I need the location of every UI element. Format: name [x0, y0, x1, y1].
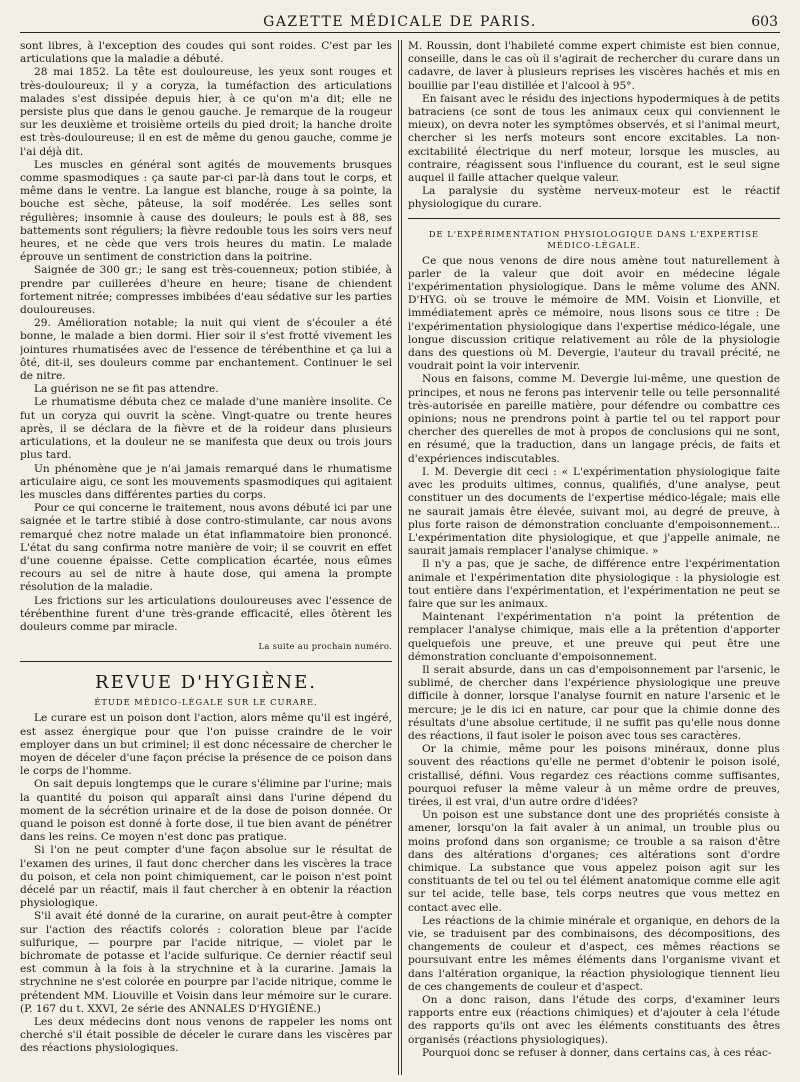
paragraph: 28 mai 1852. La tête est douloureuse, les yeux sont rouges et très-douloureux; il y a coryza, la tuméfaction des articulations malades s'est dissipée depuis hier, à ce qu'on m'a dit; elle ne persiste plus que dans le genou gauche. Je remarque de la rougeur sur les deuxième et troisième orteils du pied droit; la hanche droite est très-douloureuse; il en est de même du genou gauche, comme je l'ai déjà dit. [20, 66, 392, 158]
paragraph: Si l'on ne peut compter d'une façon absolue sur le résultat de l'examen des urines, il faut donc chercher dans les viscères la trace du poison, et cela non point chimiquement, car le poison n'est point décelé par un réactif, mais il faut chercher à en obtenir la réaction physiologique. [20, 844, 392, 910]
section-title: REVUE D'HYGIÈNE. [95, 672, 317, 694]
paragraph: Un phénomène que je n'ai jamais remarqué dans le rhumatisme articulaire aigu, ce sont les mouvements spasmodiques qui agitaient les muscles dans différentes parties du corps. [20, 462, 392, 501]
left-column [20, 40, 392, 1075]
paragraph: En faisant avec le résidu des injections hypodermiques à de petits batraciens (ce sont de tous les animaux ceux qui conviennent le mieux), on devra noter les symptômes observés, et si l'animal meurt, chercher si les nerfs moteurs sont encore excitables. La non-excitabilité électrique du nerf moteur, lorsque les muscles, au contraire, réagissent sous l'influence du courant, est le seul signe auquel il faille attacher quelque valeur. [408, 92, 780, 185]
right-column [408, 40, 780, 1075]
paragraph: Le curare est un poison dont l'action, alors même qu'il est ingéré, est assez énergique pour que l'on puisse craindre de le voir employer dans un but criminel; il est donc nécessaire de chercher le moyen de déceler d'une façon précise la présence de ce poison dans le corps de l'homme. [20, 712, 392, 778]
paragraph: On a donc raison, dans l'étude des corps, d'examiner leurs rapports entre eux (réactions chimiques) et d'ajouter à cela l'étude des rapports qu'ils ont avec les éléments constituants des êtres organisés (réactions physiologiques). [408, 994, 780, 1046]
section-divider [20, 661, 392, 662]
paragraph: Saignée de 300 gr.; le sang est très-couenneux; potion stibiée, à prendre par cuillerées d'heure en heure; tisane de chiendent fortement nitrée; compresses imbibées d'eau sédative sur les parties douloureuses. [20, 264, 392, 317]
paragraph: 29. Amélioration notable; la nuit qui vient de s'écouler a été bonne, le malade a bien dormi. Hier soir il s'est frotté vivement les jointures rhumatisées avec de l'essence de térébenthine et ça lui a ôté, dit-il, ses douleurs comme par enchantement. Continuer le sel de nitre. [20, 317, 392, 383]
paragraph: Maintenant l'expérimentation n'a point la prétention de remplacer l'analyse chimique, mais elle a la prétention d'apporter quelquefois une preuve, et une preuve qui peut être une démonstration concluante d'empoisonnement. [408, 611, 780, 663]
paragraph: Les réactions de la chimie minérale et organique, en dehors de la vie, se traduisent par des combinaisons, des décompositions, des changements de couleur et d'aspect, ces mêmes réactions se poursuivant entre les mêmes éléments dans l'organisme vivant et dans l'altération organique, la réaction physiologique tiennent lieu de ces changements de couleur et d'aspect. [408, 914, 780, 993]
paragraph: La paralysie du système nerveux-moteur est le réactif physiologique du curare. [408, 185, 780, 211]
paragraph: Les deux médecins dont nous venons de rappeler les noms ont cherché s'il était possible de déceler le curare dans les viscères par des réactions physiologiques. [20, 1016, 392, 1055]
paragraph: Pour ce qui concerne le traitement, nous avons débuté ici par une saignée et le tartre stibié à dose contro-stimulante, car nous avons remarqué chez notre malade un état inflammatoire bien prononcé. L'état du sang confirma notre manière de voir; il se couvrit en effet d'une couenne épaisse. Cette complication écartée, nous eûmes recours au sel de nitre à haute dose, qui amena la prompte résolution de la maladie. [20, 502, 392, 594]
paragraph: On sait depuis longtemps que le curare s'élimine par l'urine; mais la quantité du poison qui apparaît ainsi dans l'urine dépend du moment de la sécrétion urinaire et de la dose de poison donnée. Or quand le poison est donné à forte dose, il tue bien avant de pénétrer dans les reins. Ce moyen n'est donc pas pratique. [20, 778, 392, 844]
paragraph: sont libres, à l'exception des coudes qui sont roides. C'est par les articulations que la maladie a débuté. [20, 40, 392, 66]
paragraph: M. Roussin, dont l'habileté comme expert chimiste est bien connue, conseille, dans le cas où il s'agirait de rechercher du curare dans un cadavre, de laver à plusieurs reprises les viscères hachés et mis en bouillie par l'eau distillée et l'alcool à 95°. [408, 40, 780, 92]
continued-note: La suite au prochain numéro. [258, 641, 392, 652]
paragraph: Il serait absurde, dans un cas d'empoisonnement par l'arsenic, le sublimé, de chercher dans l'expérience physiologique une preuve difficile à donner, lorsque l'analyse fournit en nature l'arsenic et le mercure; je le dis ici en nature, car pour que la chimie donne des résultats d'une absolue certitude, il ne suffit pas qu'elle nous donne des réactions, il faut isoler le poison avec tous ses caractères. [408, 663, 780, 742]
column-divider [398, 40, 400, 1075]
page-header [20, 10, 780, 33]
column-divider [401, 40, 403, 1075]
paragraph: Nous en faisons, comme M. Devergie lui-même, une question de principes, et nous ne ferons pas intervenir telle ou telle personnalité très-autorisée en pareille matière, pour défendre ou combattre ces opinions; nous ne prendrons point à partie tel ou tel rapport pour chercher des querelles de mot à propos de conclusions qui ne sont, en résumé, que la traduction, dans un langage précis, de faits et d'expériences indiscutables. [408, 373, 780, 465]
paragraph: Les frictions sur les articulations douloureuses avec l'essence de térébenthine furent d'une très-grande efficacité, elles ôtèrent les douleurs comme par miracle. [20, 594, 392, 633]
journal-title: GAZETTE MÉDICALE DE PARIS. [263, 14, 537, 30]
paragraph: Ce que nous venons de dire nous amène tout naturellement à parler de la valeur que doit avoir en médecine légale l'expérimentation physiologique. Dans le même volume des ANN. D'HYG. où se trouve le mémoire de MM. Voisin et Lionville, et immédiatement après ce mémoire, nous lisons sous ce titre : De l'expérimentation physiologique dans l'expertise médico-légale, une longue discussion critique relativement au rôle de la physiologie dans des questions où M. Devergie, l'auteur du travail précité, ne voudrait point la voir intervenir. [408, 254, 780, 373]
paragraph: Pourquoi donc se refuser à donner, dans certains cas, à ces réac- [422, 1046, 772, 1059]
paragraph: Il n'y a pas, que je sache, de différence entre l'expérimentation animale et l'expérimentation dite physiologique : la physiologie est tout entière dans l'expérimentation, et l'expérimentation ne peut se faire que sur les animaux. [408, 558, 780, 610]
paragraph: Un poison est une substance dont une des propriétés consiste à amener, lorsqu'on la fait avaler à un animal, un trouble plus ou moins profond dans son organisme; ce trouble a sa raison d'être dans des altérations d'organes; ces altérations sont d'ordre chimique. La substance que vous appelez poison agit sur les constituants de tel ou tel ou tel élément anatomique comme elle agit sur tel acide, telle base, tels corps neutres que vous mettez en contact avec elle. [408, 809, 780, 914]
section-subtitle: DE L'EXPÉRIMENTATION PHYSIOLOGIQUE DANS L'EXPERTISE MÉDICO-LÉGALE. [428, 228, 760, 250]
paragraph: La guérison ne se fit pas attendre. [34, 383, 219, 396]
paragraph: Le rhumatisme débuta chez ce malade d'une manière insolite. Ce fut un coryza qui ouvrit la scène. Vingt-quatre ou trente heures après, il se déclara de la fièvre et de la roideur dans plusieurs articulations, et la douleur ne se manifesta que deux ou trois jours plus tard. [20, 396, 392, 462]
paragraph: Or la chimie, même pour les poisons minéraux, donne plus souvent des réactions qu'elle ne permet d'obtenir le poison isolé, cristallisé, défini. Vous regardez ces réactions comme suffisantes, pourquoi refuser la même valeur à un même ordre de preuves, tirées, il est vrai, d'un autre ordre d'idées? [408, 743, 780, 808]
paragraph: I. M. Devergie dit ceci : « L'expérimentation physiologique faite avec les produits ultimes, connus, qualifiés, d'une analyse, peut constituer un des documents de l'expertise médico-légale; mais elle ne saurait jamais être élevée, suivant moi, au degré de preuve, à plus forte raison de démonstration concluante d'empoisonnement... L'expérimentation dite physiologique, et que j'appelle animale, ne saurait jamais remplacer l'analyse chimique. » [408, 465, 780, 558]
page-number: 603 [751, 14, 778, 30]
paragraph: S'il avait été donné de la curarine, on aurait peut-être à compter sur l'action des réactifs colorés : coloration bleue par l'acide sulfurique, — pourpre par l'acide nitrique, — violet par le bichromate de potasse et l'acide sulfurique. Ce dernier réactif seul est commun à la fois à la strychnine et à la curarine. Jamais la strychnine ne s'est colorée en pourpre par l'acide nitrique, comme le prétendent MM. Liouville et Voisin dans leur mémoire sur le curare. (P. 167 du t. XXVI, 2e série des ANNALES D'HYGIÈNE.) [20, 910, 392, 1015]
section-subtitle: ÉTUDE MÉDICO-LÉGALE SUR LE CURARE. [94, 697, 318, 708]
paragraph: Les muscles en général sont agités de mouvements brusques comme spasmodiques : ça saute par-ci par-là dans tout le corps, et même dans le ventre. La langue est blanche, rouge à sa pointe, la bouche est sèche, pâteuse, la soif modérée. Les selles sont régulières; insomnie à cause des douleurs; le pouls est à 88, ses battements sont réguliers; la fièvre redouble tous les soirs vers neuf heures, et ne cède que vers trois heures du matin. Le malade éprouve un sentiment de constriction dans la poitrine. [20, 158, 392, 264]
section-divider [408, 218, 780, 219]
